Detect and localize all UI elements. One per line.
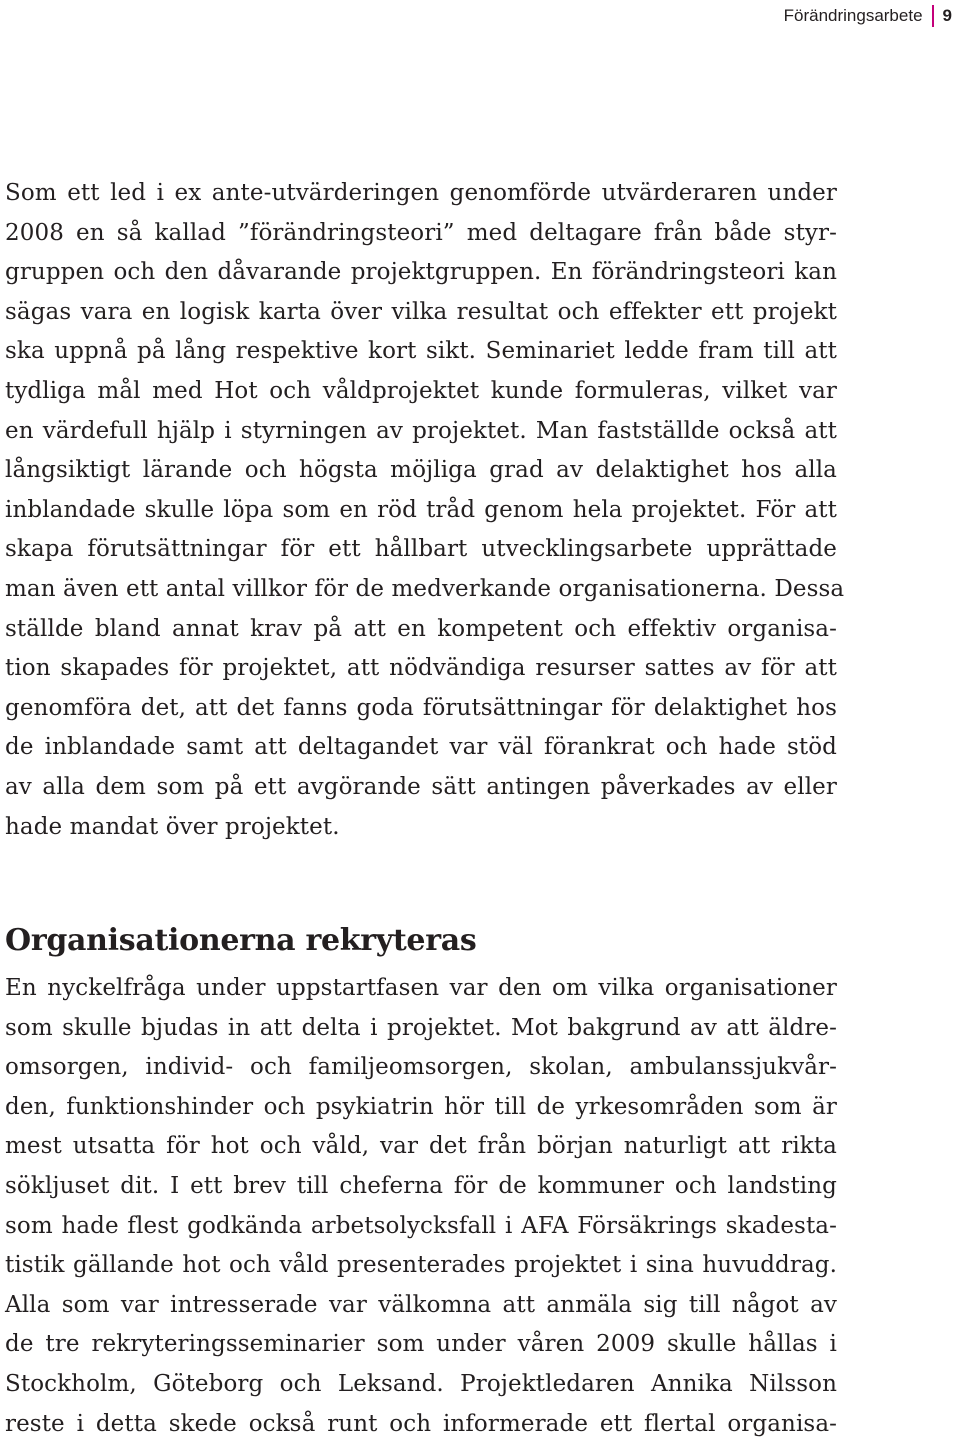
paragraph-line: tydliga mål med Hot och våldprojektet kunde formuleras, vilket var [5,377,837,404]
header-separator [932,5,934,27]
paragraph-line: Stockholm, Göteborg och Leksand. Projektledaren Annika Nilsson [5,1370,837,1397]
paragraph-line: Alla som var intresserade var välkomna att anmäla sig till något av [5,1291,837,1318]
paragraph-line: sökljuset dit. I ett brev till cheferna för de kommuner och landsting [5,1172,837,1199]
paragraph-line: man även ett antal villkor för de medverkande organisationerna. Dessa [5,575,845,602]
paragraph-line: en värdefull hjälp i styrningen av projektet. Man fastställde också att [5,417,837,444]
paragraph-line: skapa förutsättningar för ett hållbart utvecklingsarbete upprättade [5,536,837,563]
paragraph-line: ställde bland annat krav på att en kompetent och effektiv organisa- [5,615,837,642]
header-section-title: Förändringsarbete [783,6,923,25]
paragraph-line: av alla dem som på ett avgörande sätt antingen påverkades av eller [5,773,837,800]
paragraph-line: tion skapades för projektet, att nödvändiga resurser sattes av för att [5,655,837,682]
page-number: 9 [942,6,952,25]
paragraph-line: reste i detta skede också runt och informerade ett flertal organisa- [5,1410,837,1437]
paragraph-line: En nyckelfråga under uppstartfasen var den om vilka organisationer [5,975,837,1001]
paragraph-1 [5,174,845,847]
paragraph-line: Som ett led i ex ante-utvärderingen genomförde utvärderaren under [5,180,837,206]
paragraph-line: tistik gällande hot och våld presenterades projektet i sina huvuddrag. [5,1252,837,1279]
paragraph-line: de inblandade samt att deltagandet var väl förankrat och hade stöd [5,734,837,761]
paragraph-line: omsorgen, individ- och familjeomsorgen, skolan, ambulanssjukvår- [5,1054,837,1081]
section-heading: Organisationerna rekryteras [5,923,477,958]
paragraph-line: gruppen och den dåvarande projektgruppen. En förändringsteori kan [5,259,837,286]
paragraph-line: sägas vara en logisk karta över vilka resultat och effekter ett projekt [5,298,837,325]
paragraph-line: mest utsatta för hot och våld, var det från början naturligt att rikta [5,1133,837,1160]
paragraph-line: genomföra det, att det fanns goda förutsättningar för delaktighet hos [5,694,837,721]
paragraph-line: långsiktigt lärande och högsta möjliga grad av delaktighet hos alla [5,457,837,484]
paragraph-line: 2008 en så kallad ”förändringsteori” med deltagare från både styr- [5,219,837,246]
paragraph-line: som hade flest godkända arbetsolycksfall i AFA Försäkrings skadesta- [5,1212,837,1239]
paragraph-line: inblandade skulle löpa som en röd tråd genom hela projektet. För att [5,496,837,523]
paragraph-line: den, funktionshinder och psykiatrin hör till de yrkesområden som är [5,1093,837,1120]
paragraph-line: som skulle bjudas in att delta i projektet. Mot bakgrund av att äldre- [5,1014,837,1041]
running-header [784,5,952,27]
paragraph-line: ska uppnå på lång respektive kort sikt. Seminariet ledde fram till att [5,338,837,365]
paragraph-line: hade mandat över projektet. [5,813,340,840]
paragraph-line: de tre rekryteringsseminarier som under våren 2009 skulle hållas i [5,1331,837,1358]
paragraph-2 [5,969,837,1444]
